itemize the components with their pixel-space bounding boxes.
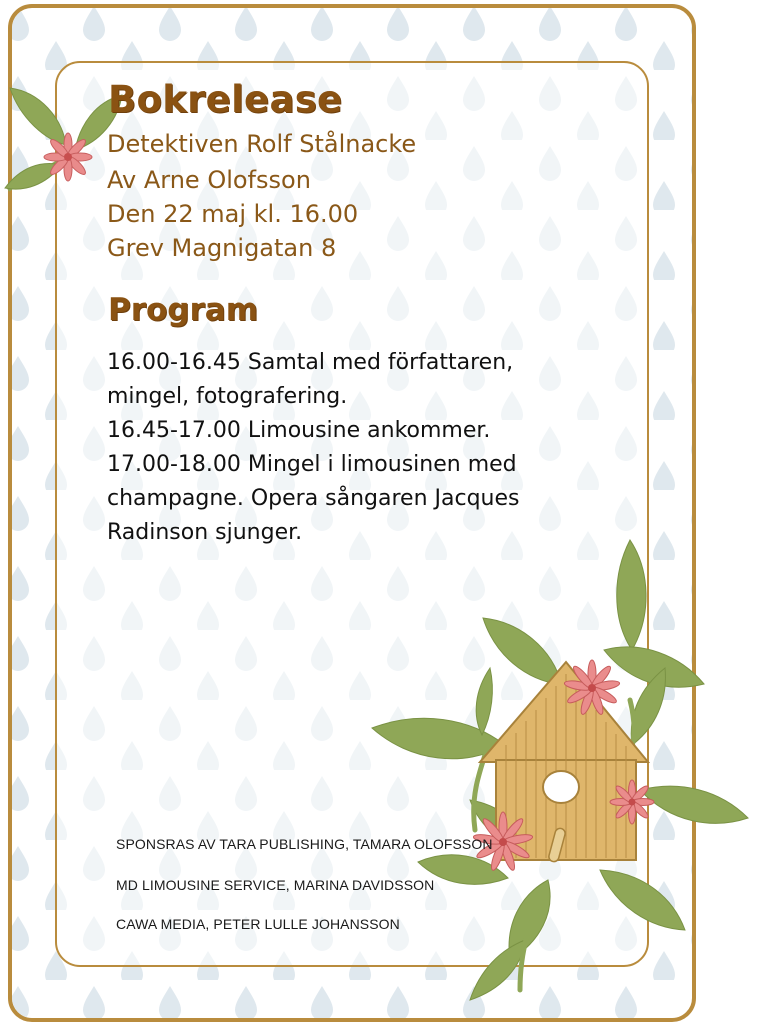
event-title: Bokrelease — [108, 78, 343, 121]
event-datetime: Den 22 maj kl. 16.00 — [107, 200, 359, 228]
sponsor-line: MD LIMOUSINE SERVICE, MARINA DAVIDSSON — [116, 877, 435, 893]
sponsor-line: CAWA MEDIA, PETER LULLE JOHANSSON — [116, 916, 400, 932]
author: Av Arne Olofsson — [107, 166, 311, 194]
program-list — [107, 346, 577, 550]
program-item: 16.45-17.00 Limousine ankommer. — [107, 418, 491, 443]
program-heading: Program — [108, 292, 259, 328]
event-address: Grev Magnigatan 8 — [107, 234, 337, 262]
program-item: 16.00-16.45 Samtal med författaren, mingel, fotografering. — [107, 350, 514, 409]
sponsor-line: SPONSRAS AV TARA PUBLISHING, TAMARA OLOFSSON — [116, 836, 493, 852]
book-title: Detektiven Rolf Stålnacke — [107, 130, 417, 158]
program-item: 17.00-18.00 Mingel i limousinen med champagne. Opera sångaren Jacques Radinson sjunger. — [107, 452, 520, 545]
